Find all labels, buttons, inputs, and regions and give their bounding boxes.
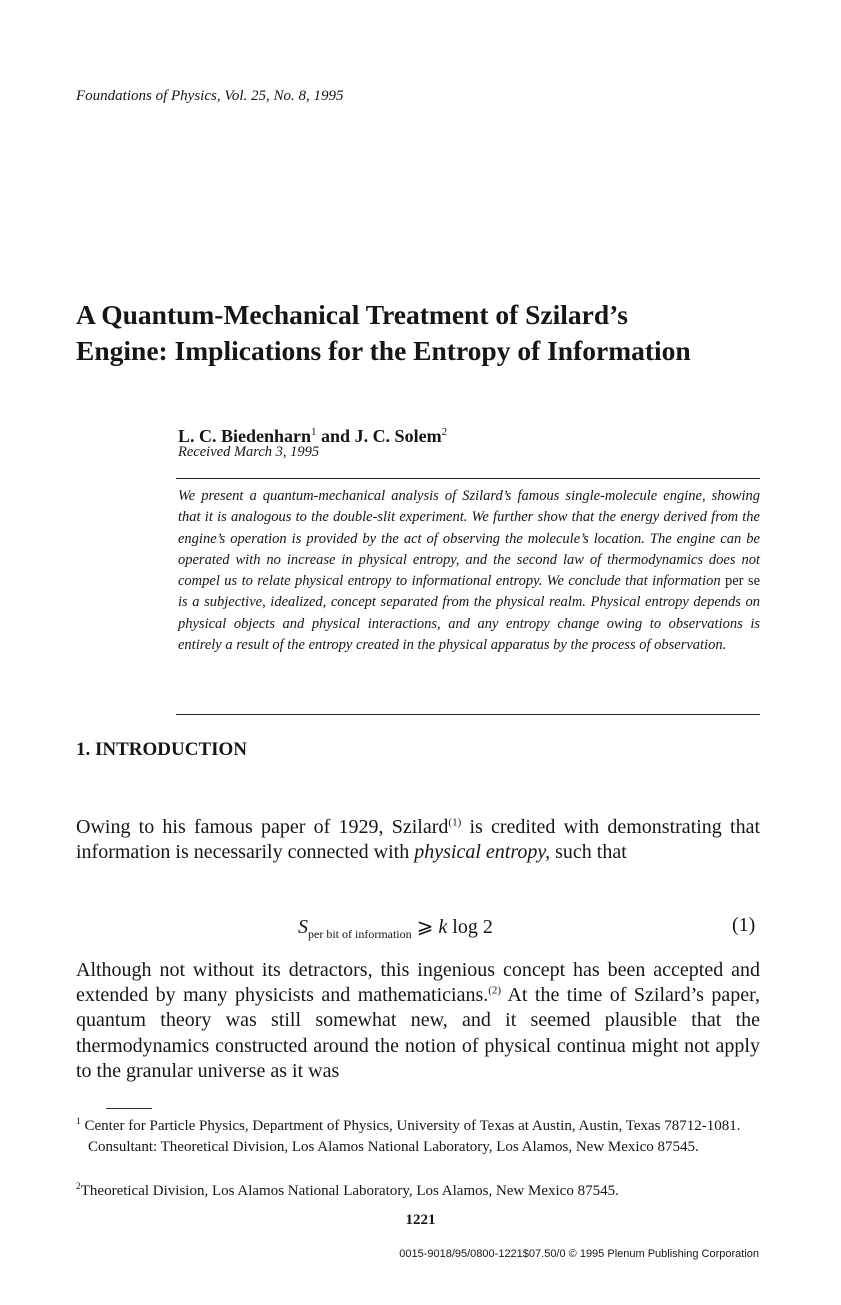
abstract	[178, 486, 760, 656]
title-line-2: Engine: Implications for the Entropy of Information	[76, 335, 691, 366]
equation-subscript: per bit of information	[308, 927, 412, 941]
intro-p1-emphasis: physical entropy,	[414, 841, 551, 864]
footnote-1-mark: 1	[76, 1117, 81, 1127]
intro-p1-text-a: Owing to his famous paper of 1929, Szilard	[76, 816, 449, 838]
journal-citation: Foundations of Physics, Vol. 25, No. 8, 1995	[76, 88, 344, 104]
title-line-1: A Quantum-Mechanical Treatment of Szilard’s	[76, 299, 629, 330]
abstract-text-1: We present a quantum-mechanical analysis of Szilard’s famous single-molecule engine, showing that it is analogous to the double-slit experiment. We further show that the energy derived from the engine’s operation is provided by the act of observing the molecule’s location. The engine can be operated with no increase in physical entropy, and the second law of thermodynamics does not compel us to relate physical entropy to informational entropy. We conclude that information	[178, 488, 760, 590]
author-1-footnote-mark: 1	[311, 426, 317, 438]
equation-rhs: log 2	[452, 916, 493, 938]
equation-relation: ⩾	[416, 916, 434, 938]
paper-title	[76, 297, 776, 369]
author-2: J. C. Solem	[354, 426, 442, 446]
received-date: Received March 3, 1995	[178, 444, 320, 460]
abstract-per-se: per se	[725, 573, 761, 590]
footnote-1-text: Center for Particle Physics, Department of Physics, University of Texas at Austin, Austin, Texas 78712-1081. Consultant: Theoretical Division, Los Alamos National Laboratory, Los Alamos, New Mexico 87545.	[84, 1118, 741, 1155]
intro-paragraph-1	[76, 815, 760, 865]
section-heading: 1. INTRODUCTION	[76, 739, 248, 760]
abstract-text-2: is a subjective, idealized, concept separated from the physical realm. Physical entropy depends on physical objects and physical interactions, and any entropy change owing to observations is entirely a result of the entropy created in the physical apparatus by the process of observation.	[178, 594, 760, 654]
footnote-1	[76, 1116, 760, 1157]
equation-number: (1)	[732, 914, 756, 936]
author-conjunction: and	[321, 426, 351, 446]
footnote-2-mark: 2	[76, 1182, 81, 1192]
intro-paragraph-2	[76, 958, 760, 1084]
footnote-rule	[106, 1108, 152, 1109]
intro-p2-text-a: Although not without its detractors, this ingenious concept has been accepted and extended by many physicists and mathematicians.	[76, 959, 760, 1007]
page-number: 1221	[405, 1212, 436, 1228]
citation-ref-1: (1)	[448, 816, 462, 829]
copyright-line: 0015-9018/95/0800-1221$07.50/0 © 1995 Plenum Publishing Corporation	[399, 1248, 759, 1260]
equation-symbol: S	[298, 916, 308, 938]
intro-p1-text-c: such that	[555, 841, 627, 864]
intro-p1-text-b: is credited with demonstrating that information is necessarily connected with	[76, 816, 761, 864]
abstract-bottom-rule	[176, 714, 760, 715]
author-1: L. C. Biedenharn	[178, 426, 312, 446]
equation-1	[298, 914, 493, 939]
citation-ref-2: (2)	[488, 984, 502, 997]
equation-k: k	[438, 916, 448, 938]
abstract-top-rule	[176, 478, 760, 479]
footnote-2	[76, 1181, 760, 1202]
intro-p2-text-b: At the time of Szilard’s paper, quantum theory was still somewhat new, and it seemed plausible that the thermodynamics constructed around the notion of physical continua might not apply to the granular universe as it was	[76, 984, 761, 1082]
footnote-2-text: Theoretical Division, Los Alamos National Laboratory, Los Alamos, New Mexico 87545.	[80, 1183, 619, 1199]
author-2-footnote-mark: 2	[441, 426, 448, 438]
